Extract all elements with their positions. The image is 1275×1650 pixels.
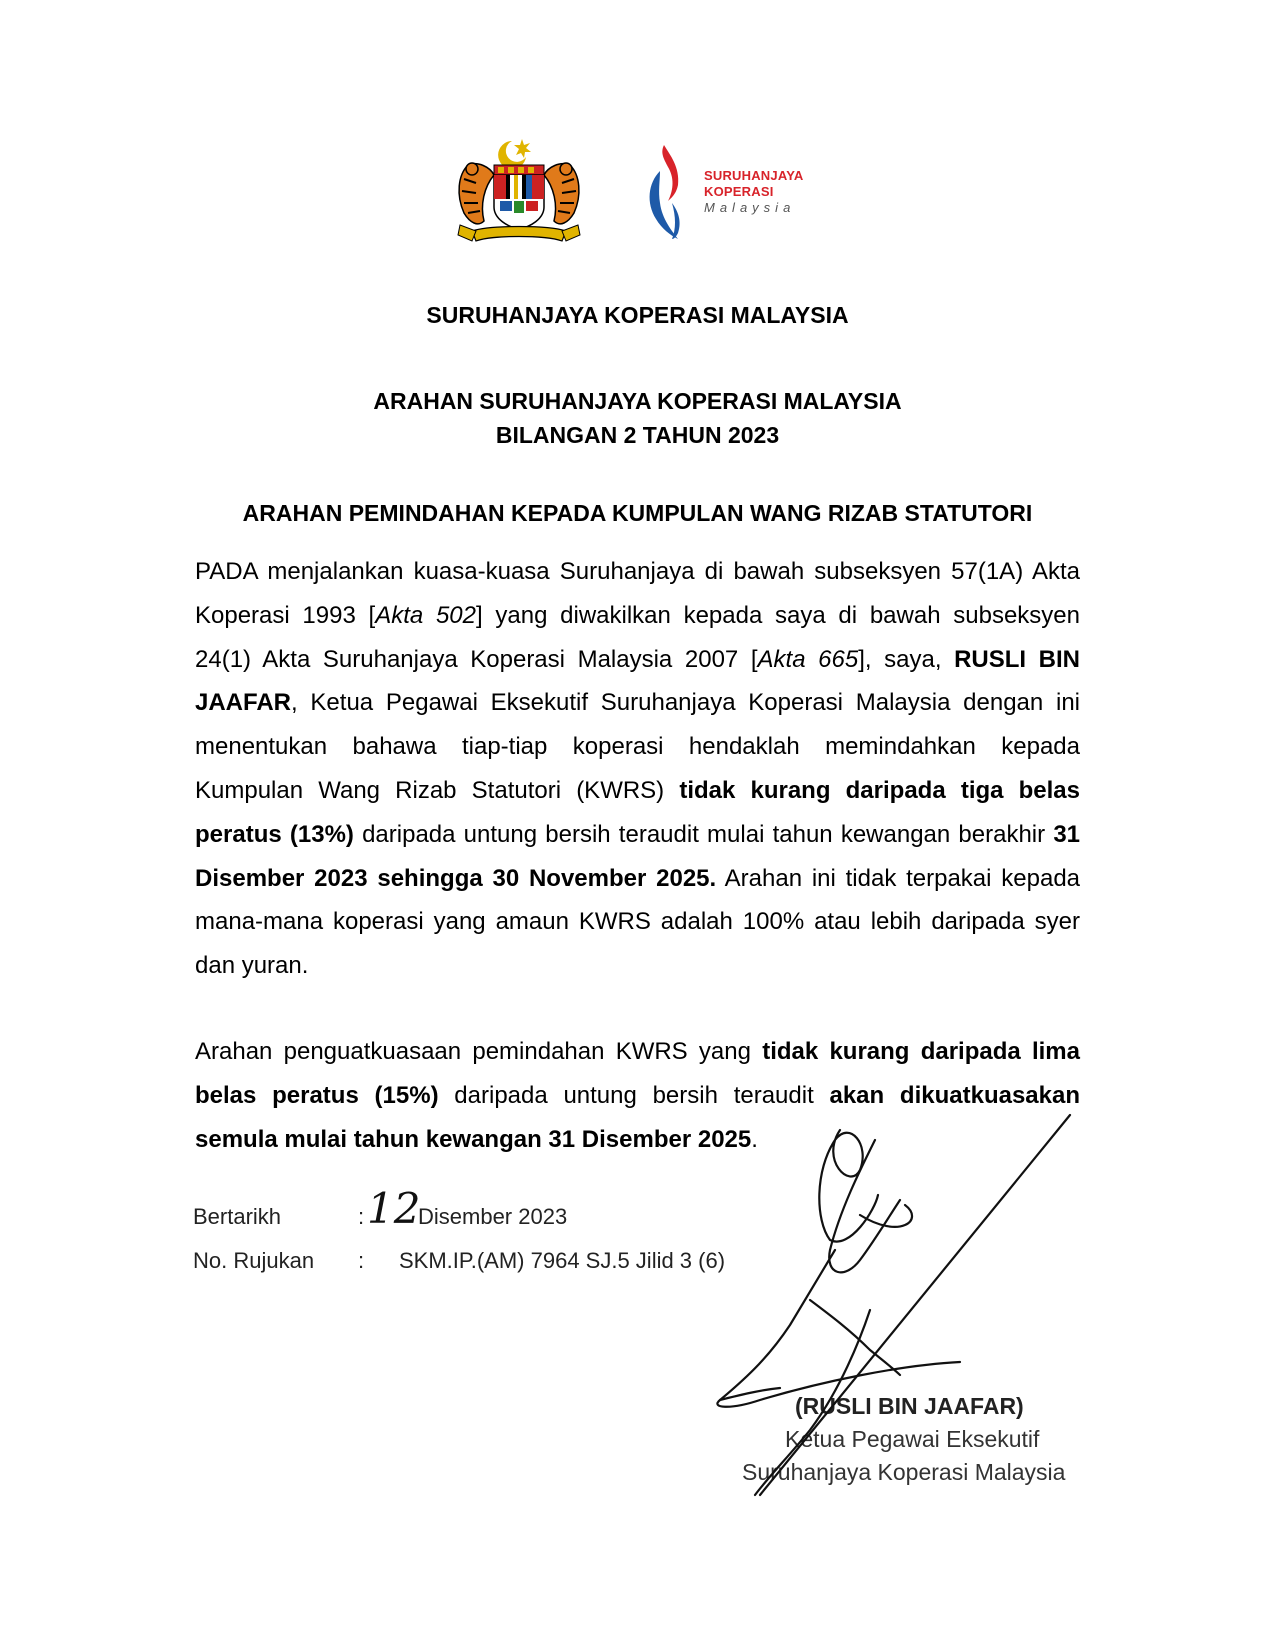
skm-logo-text [704, 168, 804, 216]
skm-logo-line2: KOPERASI [704, 184, 774, 199]
p1-text-11: Arahan ini tidak terpakai kepada mana-mana koperasi yang amaun KWRS adalah 100% atau lebih daripada syer dan yuran. [195, 864, 1081, 980]
paragraph-1 [195, 550, 1080, 988]
signatory-name: (RUSLI BIN JAAFAR) [795, 1393, 1024, 1419]
date-label: Bertarikh [193, 1204, 282, 1229]
reference-number: SKM.IP.(AM) 7964 SJ.5 Jilid 3 (6) [399, 1248, 726, 1273]
p1-act-665: Akta 665 [757, 645, 859, 673]
reference-label: No. Rujukan [193, 1248, 315, 1273]
date-day-handwritten: 12 [367, 1184, 421, 1233]
p1-text-3: ] yang diwakilkan kepada saya di bawah subseksyen 24(1) Akta Suruhanjaya Koperasi Malaysia 2007 [ [195, 601, 1080, 673]
p2-effective-date: akan dikuatkuasakan semula mulai tahun kewangan 31 Disember 2025 [195, 1081, 1081, 1153]
subject-heading: ARAHAN PEMINDAHAN KEPADA KUMPULAN WANG RIZAB STATUTORI [242, 500, 1033, 526]
p1-signatory-name: RUSLI BIN JAAFAR [195, 645, 1081, 717]
directive-title: ARAHAN SURUHANJAYA KOPERASI MALAYSIA [373, 388, 902, 414]
skm-logo-line1: SURUHANJAYA [704, 168, 804, 183]
directive-number: BILANGAN 2 TAHUN 2023 [495, 422, 780, 448]
p1-text-9: daripada untung bersih teraudit mulai tahun kewangan berakhir [353, 820, 1054, 848]
p2-text-1: Arahan penguatkuasaan pemindahan KWRS yang [195, 1038, 763, 1065]
suruhanjaya-koperasi-logo [642, 141, 832, 241]
date-month-year: Disember 2023 [418, 1204, 568, 1229]
p1-text-1: PADA menjalankan kuasa-kuasa Suruhanjaya di bawah subseksyen 57(1A) Akta Koperasi 1993 [ [195, 558, 1080, 629]
p2-rate-15: tidak kurang daripada lima belas peratus (15%) [195, 1038, 1080, 1109]
p1-rate-13: tidak kurang daripada tiga belas peratus (13%) [195, 776, 1081, 848]
signatory-organization: Suruhanjaya Koperasi Malaysia [742, 1459, 1066, 1485]
p1-act-502: Akta 502 [375, 601, 476, 629]
p2-text-3: daripada untung bersih teraudit [438, 1081, 830, 1109]
suruhanjaya-koperasi-logo-icon [642, 141, 702, 241]
p2-text-5: . [751, 1125, 758, 1153]
date-colon: : [358, 1204, 365, 1229]
p1-text-5: ], saya, [858, 645, 955, 673]
header-logos [450, 135, 830, 250]
skm-logo-line3: Malaysia [704, 200, 796, 215]
p1-text-7: , Ketua Pegawai Eksekutif Suruhanjaya Koperasi Malaysia dengan ini menentukan bahawa tiap-tiap koperasi hendaklah memindahkan kepada Kumpulan Wang Rizab Statutori (KWRS) [195, 689, 1080, 804]
malaysia-coat-of-arms-icon [450, 135, 588, 247]
p1-period: 31 Disember 2023 sehingga 30 November 2025. [195, 820, 1081, 892]
reference-colon: : [358, 1248, 365, 1273]
organization-heading: SURUHANJAYA KOPERASI MALAYSIA [426, 302, 849, 328]
signatory-title: Ketua Pegawai Eksekutif [785, 1426, 1040, 1452]
handwritten-signature-icon [700, 1100, 1130, 1530]
